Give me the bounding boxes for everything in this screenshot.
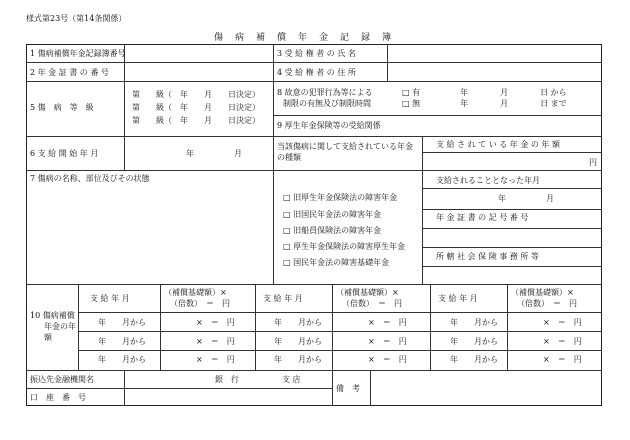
pension-option-national[interactable]: □ 国民年金法の障害基礎年金 <box>283 258 390 267</box>
annual-pension-label-2: 年金の年 <box>44 322 76 331</box>
grade-line-1: 第 級（ 年 月 日決定） <box>132 90 260 99</box>
col2-base-header: （補償基礎額）× <box>336 288 399 297</box>
form-number: 様式第23号（第14条関係） <box>26 14 127 23</box>
r2c1-calc: × ＝ 円 <box>196 337 235 346</box>
r3c2-calc: × ＝ 円 <box>368 355 407 364</box>
annual-pension-label-1: 10 傷病補償 <box>30 311 75 320</box>
restriction-yes-checkbox[interactable]: □ 有 年 月 日 から <box>402 88 567 97</box>
r2c3-calc: × ＝ 円 <box>543 337 582 346</box>
pension-option-old-welfare[interactable]: □ 旧厚生年金保険法の障害年金 <box>283 193 398 202</box>
pension-option-old-national[interactable]: □ 旧国民年金法の障害年金 <box>283 210 382 219</box>
welfare-pension-label: 9 厚生年金保険等の受給関係 <box>277 121 381 130</box>
payment-start-ym: 年 月 <box>186 149 242 158</box>
annual-amount-label: 支 給 さ れ て い る 年 金 の 年 額 <box>436 140 560 149</box>
recipient-name-label: 3 受 給 権 者 の 氏 名 <box>277 49 356 58</box>
decided-ym-label: 支給されることとなった年月 <box>436 176 540 185</box>
r1c1-calc: × ＝ 円 <box>196 318 235 327</box>
branch-word: 支 店 <box>282 375 301 384</box>
recipient-address-label: 4 受 給 権 者 の 住 所 <box>277 68 356 77</box>
record-number-label: 1 傷病補償年金記録簿番号 <box>30 49 126 58</box>
col3-base-header: （補償基礎額）× <box>511 288 574 297</box>
col2-mult-header: （倍数） ＝ 円 <box>342 299 402 308</box>
crime-restriction-label-1: 8 故意の犯罪行為等による <box>277 88 373 97</box>
r1c2-ym: 年 月から <box>274 318 322 327</box>
col2-ym-header: 支 給 年 月 <box>263 294 303 303</box>
crime-restriction-label-2: 制限の有無及び制限時間 <box>283 99 371 108</box>
restriction-no-checkbox[interactable]: □ 無 年 月 日 まで <box>402 99 567 108</box>
r3c1-ym: 年 月から <box>98 355 146 364</box>
annual-amount-yen: 円 <box>589 158 597 167</box>
col1-base-header: （補償基礎額）× <box>164 288 227 297</box>
certificate-number-label: 2 年 金 証 書 の 番 号 <box>30 68 109 77</box>
bank-word: 銀 行 <box>215 375 239 384</box>
pension-option-old-seamen[interactable]: □ 旧船員保険法の障害年金 <box>283 226 382 235</box>
injury-description-label: 7 傷病の名称、部位及びその状態 <box>30 174 150 183</box>
form-title: 傷病補償年金記録簿 <box>214 33 404 43</box>
col1-mult-header: （倍数） ＝ 円 <box>170 299 230 308</box>
r3c3-calc: × ＝ 円 <box>543 355 582 364</box>
payment-start-label: 6 支 給 開 始 年 月 <box>30 149 99 158</box>
decided-ym-value: 年 月 <box>498 194 554 203</box>
grade-line-2: 第 級（ 年 月 日決定） <box>132 103 260 112</box>
pension-option-welfare[interactable]: □ 厚生年金保険法の障害厚生年金 <box>283 242 406 251</box>
r1c2-calc: × ＝ 円 <box>368 318 407 327</box>
col3-mult-header: （倍数） ＝ 円 <box>517 299 577 308</box>
pension-kind-label-1: 当該傷病に関して支給されている年金 <box>277 142 413 151</box>
r2c2-calc: × ＝ 円 <box>368 337 407 346</box>
pension-kind-label-2: の種類 <box>277 153 301 162</box>
annual-pension-label-3: 額 <box>44 333 52 342</box>
r2c3-ym: 年 月から <box>450 337 498 346</box>
r1c1-ym: 年 月から <box>98 318 146 327</box>
account-number-label: 口 座 番 号 <box>30 393 86 402</box>
social-insurance-office-label: 所 轄 社 会 保 険 事 務 所 等 <box>436 252 539 261</box>
disability-grade-label: 5 傷 病 等 級 <box>30 103 94 112</box>
r3c1-calc: × ＝ 円 <box>196 355 235 364</box>
grade-line-3: 第 級（ 年 月 日決定） <box>132 116 260 125</box>
r3c2-ym: 年 月から <box>274 355 322 364</box>
r2c1-ym: 年 月から <box>98 337 146 346</box>
certificate-code-label: 年 金 証 書 の 記 号 番 号 <box>436 213 529 222</box>
col3-ym-header: 支 給 年 月 <box>438 294 478 303</box>
r3c3-ym: 年 月から <box>450 355 498 364</box>
bank-name-label: 振込先金融機関名 <box>30 375 94 384</box>
r1c3-calc: × ＝ 円 <box>543 318 582 327</box>
r2c2-ym: 年 月から <box>274 337 322 346</box>
col1-ym-header: 支 給 年 月 <box>90 294 130 303</box>
remarks-label: 備 考 <box>336 384 360 393</box>
r1c3-ym: 年 月から <box>450 318 498 327</box>
